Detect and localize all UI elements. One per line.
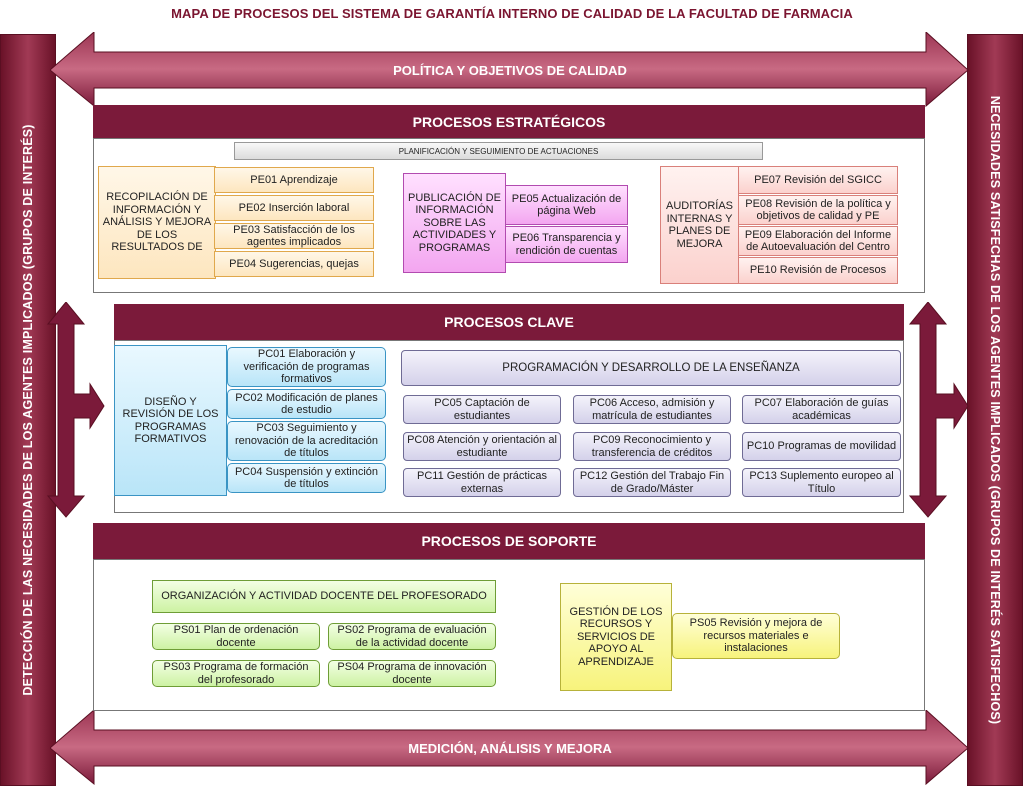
- support-res-label: GESTIÓN DE LOS RECURSOS Y SERVICIOS DE APOYO AL APRENDIZAJE: [560, 583, 672, 691]
- pc02-box: PC02 Modificación de planes de estudio: [227, 389, 386, 419]
- support-org-label: ORGANIZACIÓN Y ACTIVIDAD DOCENTE DEL PROFESORADO: [152, 580, 496, 613]
- planning-bar: PLANIFICACIÓN Y SEGUIMIENTO DE ACTUACIONES: [234, 142, 763, 160]
- pc06-box: PC06 Acceso, admisión y matrícula de estudiantes: [573, 395, 731, 424]
- ps03-box: PS03 Programa de formación del profesorado: [152, 660, 320, 687]
- bottom-arrow-label: MEDICIÓN, ANÁLISIS Y MEJORA: [408, 740, 612, 756]
- pe06-box: PE06 Transparencia y rendición de cuentas: [505, 226, 628, 263]
- teaching-header: PROGRAMACIÓN Y DESARROLLO DE LA ENSEÑANZA: [401, 350, 901, 386]
- pc08-box: PC08 Atención y orientación al estudiante: [403, 432, 561, 461]
- pc10-box: PC10 Programas de movilidad: [742, 432, 901, 461]
- ps01-box: PS01 Plan de ordenación docente: [152, 623, 320, 650]
- key-header: PROCESOS CLAVE: [114, 304, 904, 340]
- pc07-box: PC07 Elaboración de guías académicas: [742, 395, 901, 424]
- support-header: PROCESOS DE SOPORTE: [93, 523, 925, 559]
- top-arrow-label: POLÍTICA Y OBJETIVOS DE CALIDAD: [393, 62, 627, 78]
- pe05-box: PE05 Actualización de página Web: [505, 185, 628, 225]
- ps05-box: PS05 Revisión y mejora de recursos materiales e instalaciones: [672, 613, 840, 659]
- pc01-box: PC01 Elaboración y verificación de programas formativos: [227, 347, 386, 387]
- pc12-box: PC12 Gestión del Trabajo Fin de Grado/Máster: [573, 468, 731, 497]
- pe02-box: PE02 Inserción laboral: [214, 195, 374, 221]
- pe07-box: PE07 Revisión del SGICC: [738, 166, 898, 194]
- ps04-box: PS04 Programa de innovación docente: [328, 660, 496, 687]
- pc03-box: PC03 Seguimiento y renovación de la acreditación de títulos: [227, 421, 386, 461]
- left-vertical-arrow: [44, 302, 106, 518]
- pe10-box: PE10 Revisión de Procesos: [738, 257, 898, 284]
- key-design-label: DISEÑO Y REVISIÓN DE LOS PROGRAMAS FORMATIVOS: [114, 345, 227, 496]
- pc13-box: PC13 Suplemento europeo al Título: [742, 468, 901, 497]
- pe01-box: PE01 Aprendizaje: [214, 167, 374, 193]
- strategic-group2-label: PUBLICACIÓN DE INFORMACIÓN SOBRE LAS ACTIVIDADES Y PROGRAMAS: [403, 173, 506, 273]
- pc09-box: PC09 Reconocimiento y transferencia de créditos: [573, 432, 731, 461]
- pe08-box: PE08 Revisión de la política y objetivos de calidad y PE: [738, 195, 898, 225]
- left-bar-label: DETECCIÓN DE LAS NECESIDADES DE LOS AGENTES IMPLICADOS (GRUPOS DE INTERÉS): [21, 124, 35, 696]
- pc05-box: PC05 Captación de estudiantes: [403, 395, 561, 424]
- strategic-header: PROCESOS ESTRATÉGICOS: [93, 105, 925, 138]
- pe04-box: PE04 Sugerencias, quejas: [214, 251, 374, 277]
- right-bar-label: NECESIDADES SATISFECHAS DE LOS AGENTES IMPLICADOS (GRUPOS DE INTERÉS SATISFECHOS): [988, 95, 1002, 725]
- strategic-group1-label: RECOPILACIÓN DE INFORMACIÓN Y ANÁLISIS Y MEJORA DE LOS RESULTADOS DE: [98, 166, 216, 279]
- pe09-box: PE09 Elaboración del Informe de Autoevaluación del Centro: [738, 226, 898, 256]
- ps02-box: PS02 Programa de evaluación de la actividad docente: [328, 623, 496, 650]
- pc11-box: PC11 Gestión de prácticas externas: [403, 468, 561, 497]
- pe03-box: PE03 Satisfacción de los agentes implicados: [214, 223, 374, 249]
- pc04-box: PC04 Suspensión y extinción de títulos: [227, 463, 386, 493]
- right-vertical-arrow: [906, 302, 970, 518]
- right-side-bar: [967, 34, 1023, 786]
- page-title: MAPA DE PROCESOS DEL SISTEMA DE GARANTÍA INTERNO DE CALIDAD DE LA FACULTAD DE FARMACIA: [171, 6, 853, 21]
- strategic-group3-label: AUDITORÍAS INTERNAS Y PLANES DE MEJORA: [660, 166, 739, 284]
